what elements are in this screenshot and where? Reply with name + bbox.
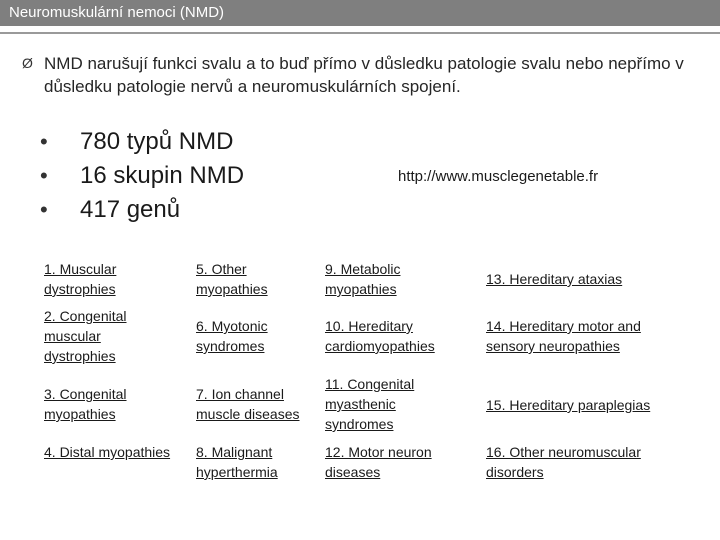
title-divider	[0, 32, 720, 34]
group-link-13[interactable]: 13. Hereditary ataxias	[486, 271, 623, 287]
group-link-12[interactable]: 12. Motor neuron diseases	[325, 444, 432, 480]
group-link-2[interactable]: 2. Congenital muscular dystrophies	[44, 308, 127, 364]
group-link-7[interactable]: 7. Ion channel muscle diseases	[196, 386, 300, 422]
group-link-11[interactable]: 11. Congenital myasthenic syndromes	[325, 376, 415, 432]
title-bar	[0, 0, 720, 26]
stat-groups: 16 skupin NMD	[80, 162, 245, 189]
group-link-1[interactable]: 1. Muscular dystrophies	[44, 261, 117, 297]
intro-text: NMD narušují funkci svalu a to buď přímo v důsledku patologie svalu nebo nepřímo v důsledku patologie nervů a neuromuskulárních spojení.	[44, 54, 684, 96]
group-link-4[interactable]: 4. Distal myopathies	[44, 444, 171, 460]
group-link-3[interactable]: 3. Congenital myopathies	[44, 386, 127, 422]
bullet-icon: •	[40, 197, 48, 222]
group-link-10[interactable]: 10. Hereditary cardiomyopathies	[325, 318, 435, 354]
bullet-icon: •	[40, 129, 48, 154]
stat-genes: 417 genů	[80, 196, 181, 223]
group-link-6[interactable]: 6. Myotonic syndromes	[196, 318, 268, 354]
bullet-icon: •	[40, 163, 48, 188]
group-link-9[interactable]: 9. Metabolic myopathies	[325, 261, 401, 297]
group-link-5[interactable]: 5. Other myopathies	[196, 261, 268, 297]
source-url[interactable]: http://www.musclegenetable.fr	[398, 168, 599, 185]
slide-title: Neuromuskulární nemoci (NMD)	[9, 4, 225, 21]
group-link-16[interactable]: 16. Other neuromuscular disorders	[486, 444, 641, 480]
arrow-bullet-icon: Ø	[22, 55, 33, 71]
stat-types: 780 typů NMD	[80, 128, 234, 155]
group-link-8[interactable]: 8. Malignant hyperthermia	[196, 444, 278, 480]
group-link-15[interactable]: 15. Hereditary paraplegias	[486, 397, 651, 413]
group-link-14[interactable]: 14. Hereditary motor and sensory neuropathies	[486, 318, 641, 354]
